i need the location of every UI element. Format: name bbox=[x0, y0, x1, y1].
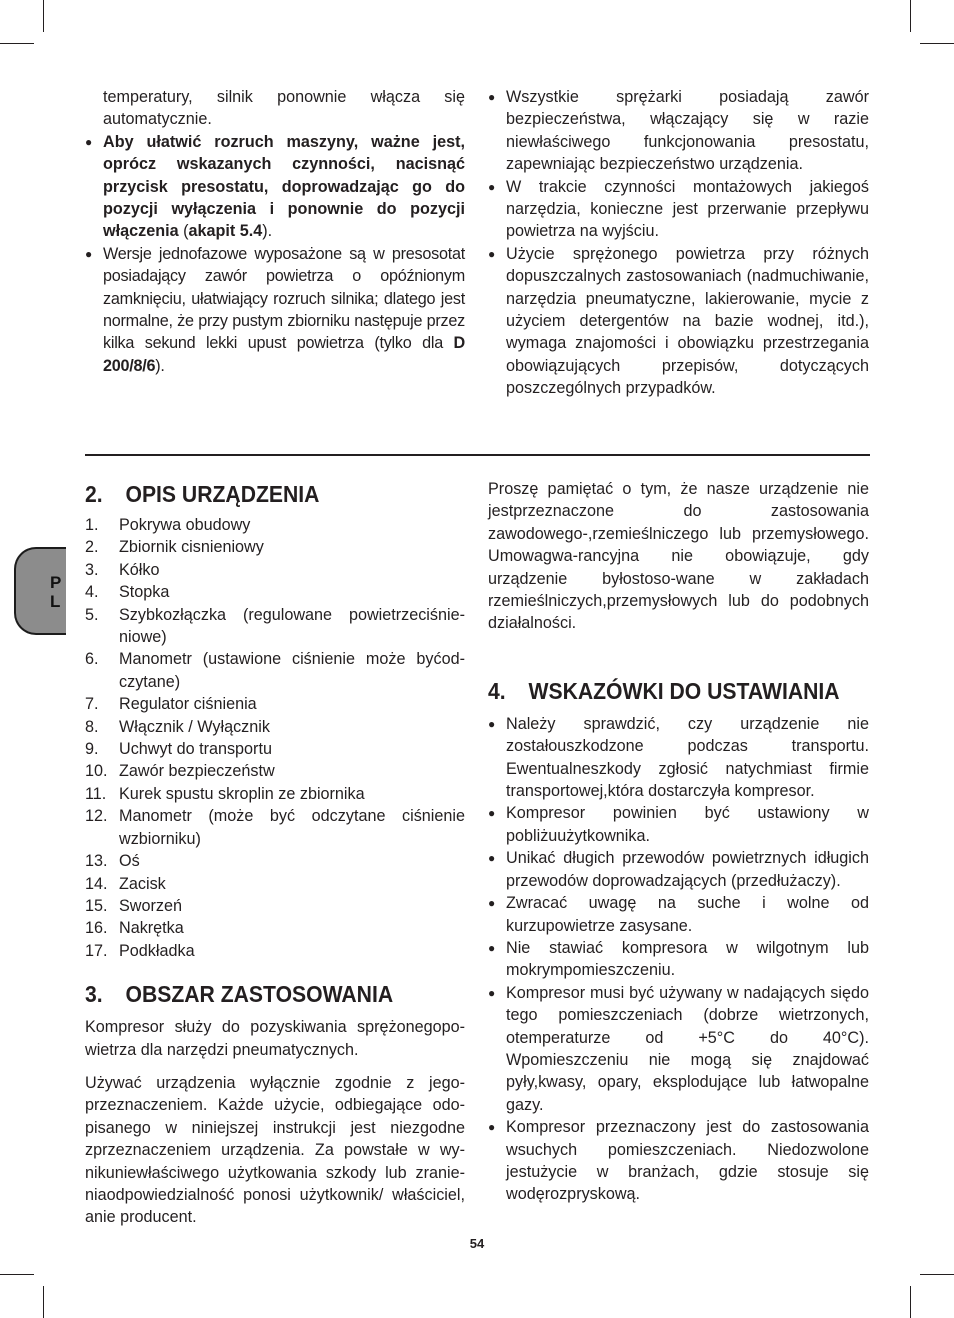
model-name: D 200/8/6 bbox=[103, 334, 465, 375]
section-number: 3. bbox=[85, 981, 103, 1008]
section-number: 4. bbox=[488, 677, 506, 704]
text: Wersje jednofazowe wyposażone są w presosotat posiadający zawór powietrza o opóźnionym zamknięciu, ułatwiający rozruch silnika; dlatego jest normalne, że przy pustym zbiorniku następuje przez kilka sekund lekki upust powietrza (tylko dla bbox=[103, 244, 465, 353]
bullet-list bbox=[488, 86, 869, 400]
list-item bbox=[85, 581, 465, 603]
paragraph: Używać urządzenia wyłącznie zgodnie z jego-przeznaczeniem. Każde użycie, odbiegające odo-pisanego w niniejszej instrukcji jest niezgodne zprzeznaczeniem urządzenia. Za powstałe w wy-nikuniewłaściwego użytkowania szkody lub zranie-niaodpowiedzialność ponosi użytkownik/ właściciel, anie producent. bbox=[85, 1073, 465, 1227]
continued-text bbox=[85, 86, 465, 131]
item-text: Oś bbox=[119, 852, 140, 871]
page-number: 54 bbox=[469, 1236, 485, 1251]
section-divider bbox=[85, 454, 870, 456]
language-tab-letter: L bbox=[50, 592, 61, 611]
list-item bbox=[85, 917, 465, 939]
item-text: Sworzeń bbox=[119, 896, 182, 915]
bottom-left-column bbox=[85, 478, 465, 1229]
top-left-column bbox=[85, 86, 465, 377]
item-text: Regulator ciśnienia bbox=[119, 695, 257, 714]
bullet-list bbox=[488, 713, 869, 1206]
list-item bbox=[85, 850, 465, 872]
text: ). bbox=[155, 356, 165, 375]
item-number: 2. bbox=[85, 538, 99, 557]
item-text: Zacisk bbox=[119, 874, 166, 893]
bullet-item: ● Kompresor musi być używany w nadających siędo tego pomieszczeniach (dobrze wietrzonych, otemperaturze od +5°C do 40°C). Wpomieszczeniu nie mogą się znajdować pyły,kwasy, opary, eksplodujące lub łatwopalne gazy. bbox=[488, 982, 869, 1116]
item-number: 4. bbox=[85, 583, 99, 602]
language-tab-letter: P bbox=[50, 573, 62, 592]
bullet-item bbox=[85, 131, 465, 243]
item-number: 6. bbox=[85, 650, 99, 669]
item-text: Manometr (może być odczytane ciśnienie wzbiorniku) bbox=[119, 807, 465, 848]
crop-mark bbox=[920, 1274, 954, 1275]
item-number: 13. bbox=[85, 852, 108, 871]
section-heading bbox=[488, 677, 839, 705]
bullet-list bbox=[85, 86, 465, 377]
list-item bbox=[85, 514, 465, 536]
item-text: Kółko bbox=[119, 560, 160, 579]
list-item bbox=[85, 604, 465, 649]
crop-mark bbox=[0, 1274, 34, 1275]
item-text: Pokrywa obudowy bbox=[119, 516, 251, 534]
section-heading bbox=[85, 980, 435, 1008]
list-item bbox=[85, 760, 465, 782]
list-item bbox=[85, 559, 465, 581]
item-text: Manometr (ustawione ciśnienie może byćod-czytane) bbox=[119, 650, 465, 691]
item-number: 16. bbox=[85, 919, 108, 938]
continued-text-content: temperatury, silnik ponownie włącza się automatycznie. bbox=[103, 88, 465, 129]
item-text: Włącznik / Wyłącznik bbox=[119, 717, 270, 736]
top-right-column bbox=[488, 86, 869, 400]
section-title: OBSZAR ZASTOSOWANIA bbox=[125, 981, 394, 1008]
crop-mark bbox=[43, 1286, 44, 1318]
paragraph-reference: akapit 5.4 bbox=[188, 222, 263, 241]
item-number: 1. bbox=[85, 516, 99, 534]
crop-mark bbox=[920, 43, 954, 44]
paragraph: Kompresor służy do pozyskiwania sprężonegopo-wietrza dla narzędzi pneumatycznych. bbox=[85, 1018, 465, 1059]
item-text: Podkładka bbox=[119, 941, 195, 960]
item-number: 15. bbox=[85, 896, 108, 915]
list-item bbox=[85, 716, 465, 738]
list-item bbox=[85, 783, 465, 805]
item-number: 11. bbox=[85, 784, 107, 803]
item-text: Szybkozłączka (regulowane powietrzeciśnie-niowe) bbox=[119, 605, 465, 647]
paragraph: Proszę pamiętać o tym, że nasze urządzenie nie jestprzeznaczone do zastosowania zawodowego-,rzemieślniczego lub przemysłowego. Umowagwa-rancyjna nie obowiązuje, gdy urządzenie byłostoso-wane w zakładach rzemieślniczych,przemysłowych lub do podobnych działalności. bbox=[488, 480, 869, 633]
item-number: 5. bbox=[85, 605, 99, 624]
bullet-item: ● W trakcie czynności montażowych jakiegoś narzędzia, konieczne jest przerwanie przepływu powietrza na wyjściu. bbox=[488, 176, 869, 243]
item-number: 17. bbox=[85, 941, 108, 960]
item-number: 10. bbox=[85, 762, 108, 781]
bullet-item: ● Kompresor przeznaczony jest do zastosowania wsuchych pomieszczeniach. Niedozwolone jestużycie w branżach, gdzie stosuje się wodęrozpryskową. bbox=[488, 1116, 869, 1206]
list-item bbox=[85, 693, 465, 715]
bullet-item: ● Nie stawiać kompresora w wilgotnym lub mokrympomieszczeniu. bbox=[488, 937, 869, 982]
section-title: WSKAZÓWKI DO USTAWIANIA bbox=[528, 677, 840, 704]
item-text: Stopka bbox=[119, 583, 170, 602]
crop-mark bbox=[0, 43, 34, 44]
language-tab bbox=[14, 547, 66, 635]
item-text: Kurek spustu skroplin ze zbiornika bbox=[119, 784, 365, 803]
bullet-item: ● Zwracać uwagę na suche i wolne od kurzupowietrze zasysane. bbox=[488, 892, 869, 937]
section-title: OPIS URZĄDZENIA bbox=[125, 481, 320, 507]
item-text: Nakrętka bbox=[119, 919, 184, 938]
list-item bbox=[85, 805, 465, 850]
bottom-right-column bbox=[488, 478, 869, 1206]
text: ( bbox=[178, 222, 189, 241]
item-number: 8. bbox=[85, 717, 99, 736]
item-number: 9. bbox=[85, 740, 99, 759]
list-item bbox=[85, 536, 465, 558]
parts-list bbox=[85, 514, 465, 962]
section-number: 2. bbox=[85, 481, 103, 507]
crop-mark bbox=[910, 0, 911, 32]
item-number: 14. bbox=[85, 874, 108, 893]
crop-mark bbox=[910, 1286, 911, 1318]
item-text: Zbiornik cisnieniowy bbox=[119, 538, 264, 557]
item-text: Uchwyt do transportu bbox=[119, 740, 272, 759]
bullet-item: ● Należy sprawdzić, czy urządzenie nie zostałouszkodzone podczas transportu. Ewentualneszkody zgłosić natychmiast firmie transportowej,która dostarczyła kompresor. bbox=[488, 713, 869, 803]
list-item bbox=[85, 895, 465, 917]
list-item bbox=[85, 940, 465, 962]
item-number: 12. bbox=[85, 807, 108, 826]
list-item bbox=[85, 873, 465, 895]
item-number: 7. bbox=[85, 695, 99, 714]
bullet-item: ● Użycie sprężonego powietrza przy różnych dopuszczalnych zastosowaniach (nadmuchiwanie, narzędzia pneumatyczne, lakierowanie, mycie z użyciem detergentów na bazie wodnej, itd.), wymaga znajomości i obowiązku przestrzegania obowiązujących przepisów, dotyczących poszczególnych przypadków. bbox=[488, 243, 869, 400]
item-number: 3. bbox=[85, 560, 99, 579]
bullet-item: ● Wszystkie sprężarki posiadają zawór bezpieczeństwa, włączający się w razie niewłaściwego funkcjonowania presostatu, zapewniając bezpieczeństwo urządzenia. bbox=[488, 86, 869, 176]
bullet-item: ● Unikać długich przewodów powietrznych idługich przewodów doprowadzających (przedłużaczy). bbox=[488, 847, 869, 892]
list-item bbox=[85, 738, 465, 760]
list-item bbox=[85, 648, 465, 693]
crop-mark bbox=[43, 0, 44, 32]
section-heading bbox=[85, 480, 435, 508]
item-text: Zawór bezpieczeństw bbox=[119, 762, 275, 781]
bold-text: Aby ułatwić rozruch maszyny, ważne jest, oprócz wskazanych czynności, nacisnąć przycisk presostatu, doprowadzając go do pozycji wyłączenia i ponownie do pozycji włączenia bbox=[103, 132, 465, 241]
text: ). bbox=[262, 222, 273, 241]
bullet-item bbox=[85, 243, 465, 377]
bullet-item: ● Kompresor powinien być ustawiony w pobliżuużytkownika. bbox=[488, 802, 869, 847]
